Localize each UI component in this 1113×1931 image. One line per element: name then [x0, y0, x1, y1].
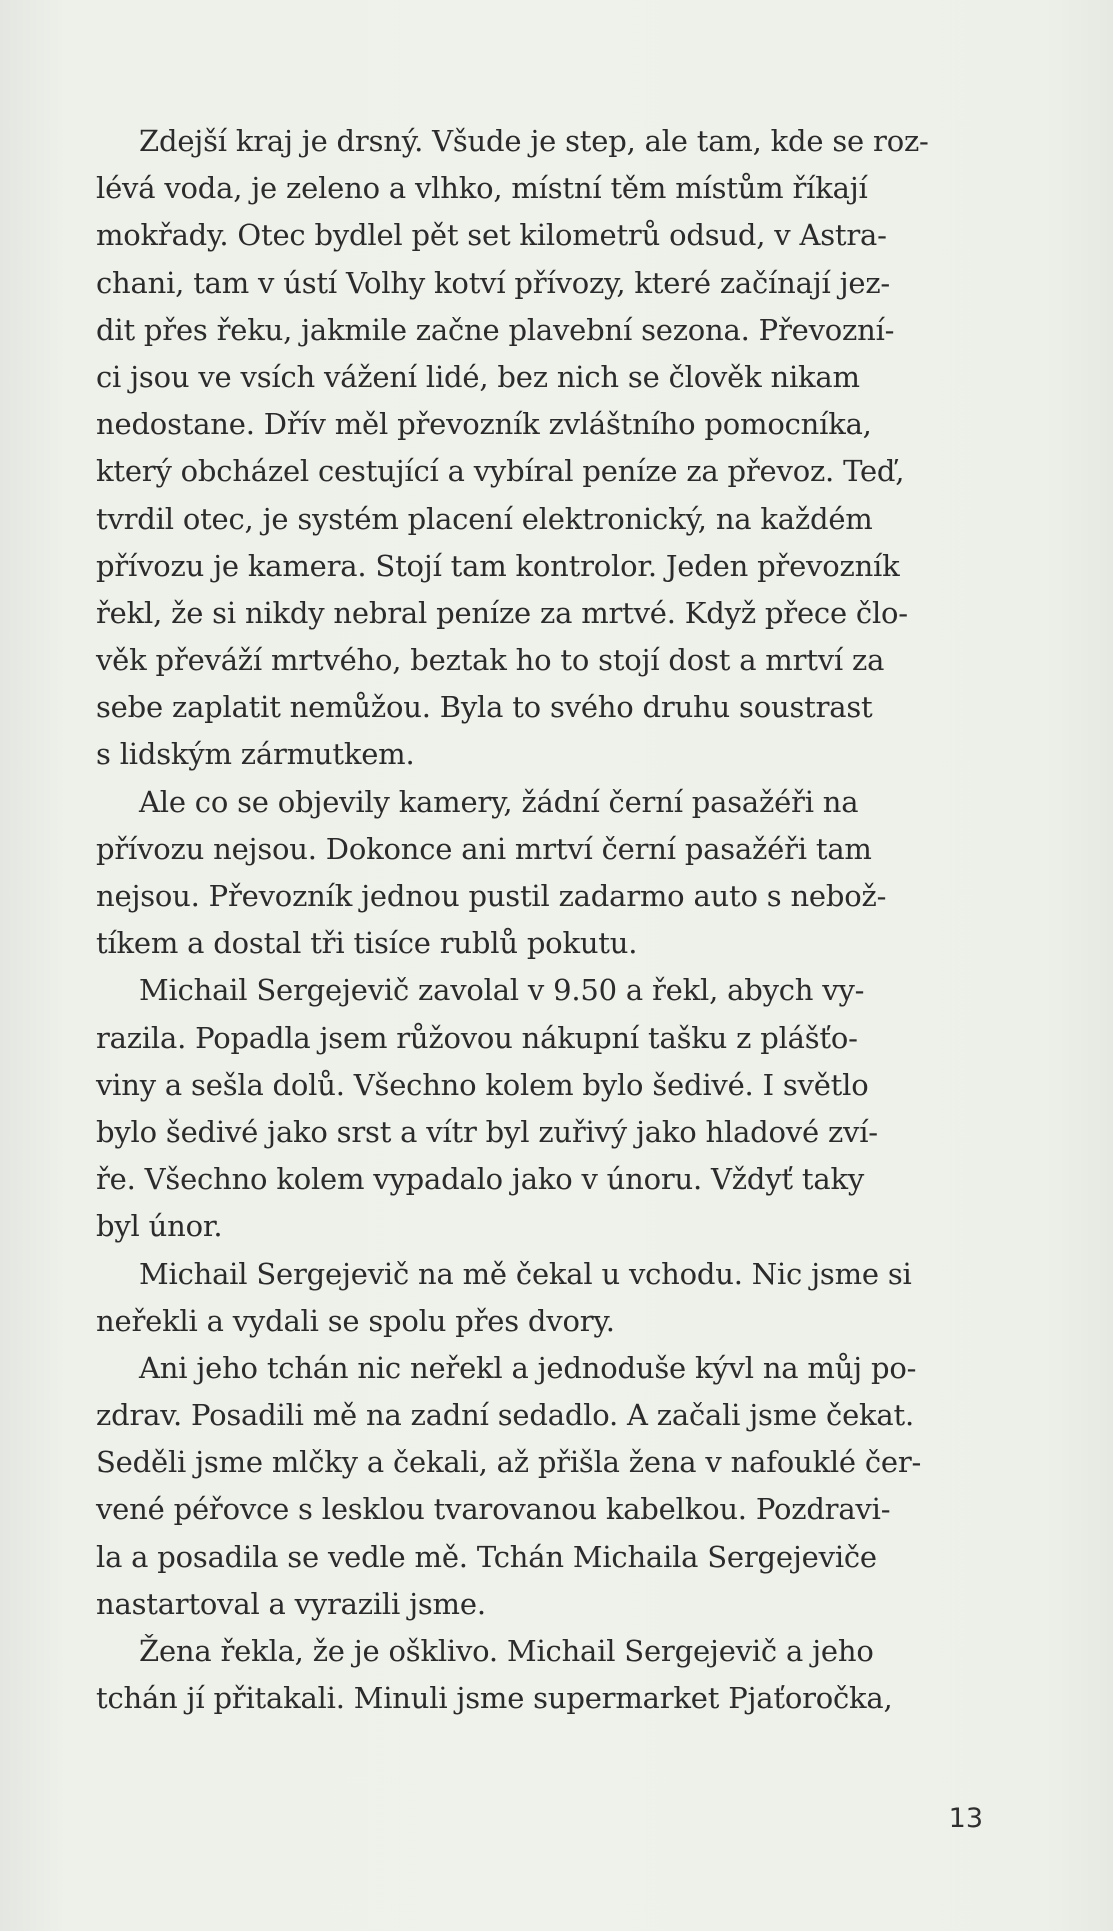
text-line: bylo šedivé jako srst a vítr byl zuřivý jako hladové zví- [96, 1114, 878, 1149]
text-line: sebe zaplatit nemůžou. Byla to svého druhu soustrast [96, 690, 873, 725]
text-line: který obcházel cestující a vybíral peníze za převoz. Teď, [96, 454, 905, 489]
text-line: tchán jí přitakali. Minuli jsme supermarket Pjaťoročka, [96, 1681, 893, 1716]
text-line: věk převáží mrtvého, beztak ho to stojí dost a mrtví za [96, 643, 885, 678]
page-number: 13 [948, 1803, 983, 1834]
text-line: mokřady. Otec bydlel pět set kilometrů odsud, v Astra- [96, 218, 887, 253]
body-text [96, 118, 984, 1722]
text-line: vené péřovce s lesklou tvarovanou kabelkou. Pozdravi- [96, 1492, 891, 1527]
text-line: přívozu nejsou. Dokonce ani mrtví černí pasažéři tam [96, 831, 872, 866]
text-line: řekl, že si nikdy nebral peníze za mrtvé. Když přece člo- [96, 595, 908, 630]
text-line: Michail Sergejevič na mě čekal u vchodu. Nic jsme si [139, 1256, 912, 1291]
text-line: tíkem a dostal tři tisíce rublů pokutu. [96, 926, 638, 961]
text-line: Michail Sergejevič zavolal v 9.50 a řekl, abych vy- [139, 973, 865, 1008]
text-line: byl únor. [96, 1209, 223, 1244]
text-line: neřekli a vydali se spolu přes dvory. [96, 1303, 615, 1338]
text-line: nejsou. Převozník jednou pustil zadarmo auto s nebož- [96, 879, 887, 913]
text-line: přívozu je kamera. Stojí tam kontrolor. Jeden převozník [96, 548, 900, 583]
text-line: Žena řekla, že je ošklivo. Michail Sergejevič a jeho [139, 1634, 874, 1668]
text-line: nedostane. Dřív měl převozník zvláštního pomocníka, [96, 407, 872, 442]
text-line: la a posadila se vedle mě. Tchán Michaila Sergejeviče [96, 1539, 877, 1574]
text-line: ře. Všechno kolem vypadalo jako v únoru. Vždyť taky [96, 1162, 864, 1197]
text-line: chani, tam v ústí Volhy kotví přívozy, které začínají jez- [96, 265, 891, 300]
text-line: dit přes řeku, jakmile začne plavební sezona. Převozní- [96, 312, 895, 347]
text-line: lévá voda, je zeleno a vlhko, místní těm místům říkají [96, 171, 868, 206]
text-line: Zdejší kraj je drsný. Všude je step, ale tam, kde se roz- [139, 124, 929, 158]
text-line: Ani jeho tchán nic neřekl a jednoduše kývl na můj po- [139, 1350, 917, 1385]
text-line: zdrav. Posadili mě na zadní sedadlo. A začali jsme čekat. [96, 1398, 914, 1433]
text-line: s lidským zármutkem. [96, 737, 415, 772]
text-line: ci jsou ve vsích vážení lidé, bez nich se člověk nikam [96, 359, 860, 394]
text-line: Seděli jsme mlčky a čekali, až přišla žena v nafouklé čer- [96, 1445, 922, 1480]
text-line: nastartoval a vyrazili jsme. [96, 1586, 486, 1621]
text-line: razila. Popadla jsem růžovou nákupní tašku z plášťo- [96, 1020, 858, 1055]
text-line: Ale co se objevily kamery, žádní černí pasažéři na [139, 784, 859, 819]
text-line: viny a sešla dolů. Všechno kolem bylo šedivé. I světlo [96, 1067, 869, 1102]
text-line: tvrdil otec, je systém placení elektronický, na každém [96, 501, 873, 536]
